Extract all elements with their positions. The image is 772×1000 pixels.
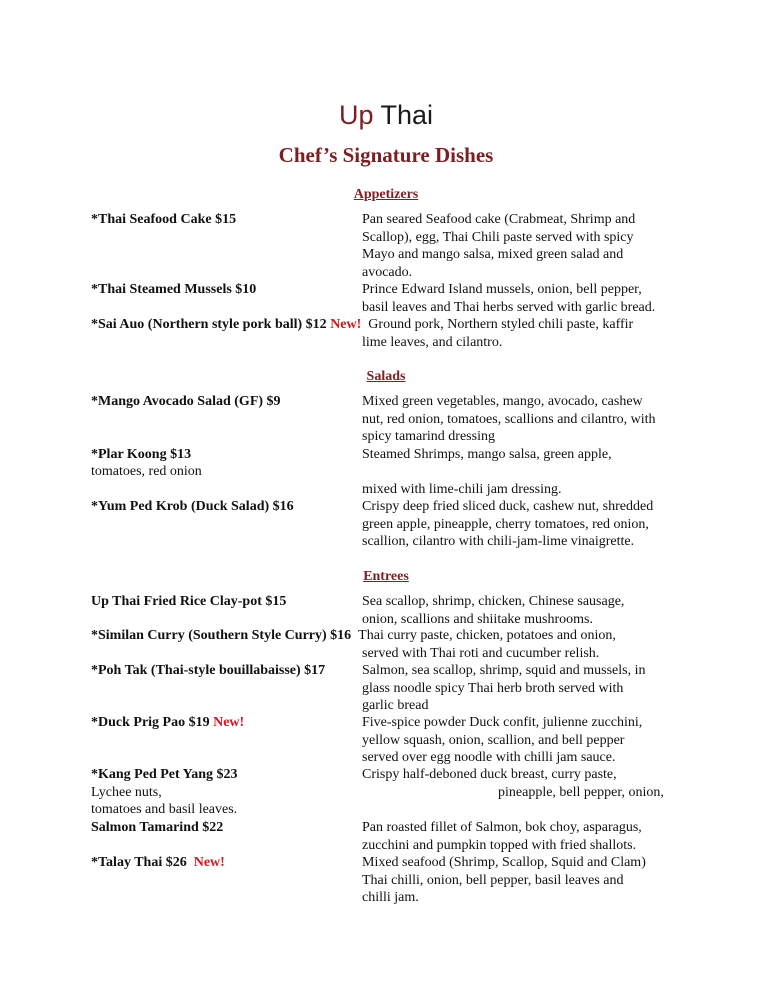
- dish-name-similan-curry: *Similan Curry (Southern Style Curry) $16: [91, 628, 352, 643]
- new-badge: New!: [213, 715, 245, 730]
- dish-desc-line: basil leaves and Thai herbs served with garlic bread.: [362, 299, 656, 315]
- dish-desc-line: mixed with lime-chili jam dressing.: [362, 482, 562, 497]
- dish-desc-line: tomatoes and basil leaves.: [91, 802, 238, 817]
- dish-row-sai-auo: [91, 316, 633, 334]
- dish-name-thai-seafood-cake: *Thai Seafood Cake $15: [91, 212, 237, 227]
- dish-desc-line: lime leaves, and cilantro.: [362, 334, 503, 350]
- dish-name-thai-steamed-mussels: *Thai Steamed Mussels $10: [91, 282, 257, 297]
- dish-desc-line: Pan seared Seafood cake (Crabmeat, Shrimp and: [362, 212, 636, 227]
- dish-desc-line: tomatoes, red onion: [91, 464, 202, 479]
- dish-name-salmon-tamarind: Salmon Tamarind $22: [91, 820, 224, 835]
- dish-desc-line: Mayo and mango salsa, mixed green salad and: [362, 247, 624, 262]
- dish-desc-line: Thai curry paste, chicken, potatoes and onion,: [358, 628, 616, 643]
- dish-desc-line: Salmon, sea scallop, shrimp, squid and mussels, in: [362, 663, 646, 678]
- dish-desc-line: green apple, pineapple, cherry tomatoes, red onion,: [362, 516, 649, 532]
- dish-name-mango-avocado-salad: *Mango Avocado Salad (GF) $9: [91, 394, 281, 409]
- dish-desc-line: served with Thai roti and cucumber relish.: [362, 645, 600, 661]
- menu-subtitle: Chef’s Signature Dishes: [278, 143, 494, 167]
- dish-desc-line: Crispy deep fried sliced duck, cashew nut, shredded: [362, 499, 654, 514]
- dish-desc-line: Mixed green vegetables, mango, avocado, cashew: [362, 394, 643, 409]
- dish-desc-line: zucchini and pumpkin topped with fried shallots.: [362, 837, 637, 853]
- dish-desc-line: onion, scallions and shiitake mushrooms.: [362, 611, 593, 627]
- dish-desc-line: nut, red onion, tomatoes, scallions and cilantro, with: [362, 411, 656, 427]
- new-badge: New!: [330, 317, 362, 332]
- dish-name-up-thai-fried-rice: Up Thai Fried Rice Clay-pot $15: [91, 594, 287, 609]
- dish-row-duck-prig-pao: [91, 714, 244, 732]
- new-badge: New!: [193, 855, 225, 870]
- dish-desc-line: glass noodle spicy Thai herb broth served with: [362, 680, 624, 696]
- dish-desc-line: yellow squash, onion, scallion, and bell pepper: [362, 732, 625, 748]
- dish-desc-line: Five-spice powder Duck confit, julienne zucchini,: [362, 715, 643, 730]
- dish-name-poh-tak: *Poh Tak (Thai-style bouillabaisse) $17: [91, 663, 326, 678]
- dish-desc-line: Crispy half-deboned duck breast, curry paste,: [362, 767, 617, 782]
- dish-desc-line: spicy tamarind dressing: [362, 429, 495, 444]
- dish-row-similan-curry: [91, 627, 616, 645]
- dish-desc-line: served over egg noodle with chilli jam sauce.: [362, 750, 616, 765]
- dish-desc-line: Sea scallop, shrimp, chicken, Chinese sausage,: [362, 594, 625, 609]
- dish-name-kang-ped-pet-yang: *Kang Ped Pet Yang $23: [91, 767, 238, 782]
- dish-desc-line: avocado.: [362, 264, 413, 280]
- dish-name-sai-auo: *Sai Auo (Northern style pork ball) $12: [91, 317, 327, 332]
- dish-desc-line: garlic bread: [362, 698, 429, 713]
- dish-desc-line: Prince Edward Island mussels, onion, bell pepper,: [362, 282, 642, 297]
- dish-name-talay-thai: *Talay Thai $26: [91, 855, 187, 870]
- dish-name-duck-prig-pao: *Duck Prig Pao $19: [91, 715, 210, 730]
- dish-desc-line: Scallop), egg, Thai Chili paste served with spicy: [362, 229, 634, 245]
- dish-name-plar-koong: *Plar Koong $13: [91, 447, 192, 462]
- section-heading-salads: Salads: [366, 369, 406, 384]
- restaurant-title-up: Up: [338, 100, 374, 130]
- dish-desc-line: pineapple, bell pepper, onion,: [498, 784, 664, 800]
- section-heading-appetizers: Appetizers: [353, 187, 419, 202]
- restaurant-title-thai: Thai: [380, 100, 434, 130]
- section-heading-entrees: Entrees: [363, 569, 409, 584]
- dish-desc-line: scallion, cilantro with chili-jam-lime vinaigrette.: [362, 534, 635, 549]
- dish-desc-line: Ground pork, Northern styled chili paste, kaffir: [368, 317, 634, 332]
- restaurant-title: [0, 97, 772, 133]
- dish-desc-line: Steamed Shrimps, mango salsa, green apple,: [362, 447, 612, 462]
- dish-row-talay-thai: [91, 854, 225, 872]
- dish-desc-line: Pan roasted fillet of Salmon, bok choy, asparagus,: [362, 820, 642, 835]
- dish-name-yum-ped-krob: *Yum Ped Krob (Duck Salad) $16: [91, 499, 294, 514]
- dish-desc-line: Lychee nuts,: [91, 784, 162, 800]
- dish-desc-line: chilli jam.: [362, 890, 419, 905]
- dish-desc-line: Thai chilli, onion, bell pepper, basil leaves and: [362, 872, 624, 888]
- dish-desc-line: Mixed seafood (Shrimp, Scallop, Squid and Clam): [362, 855, 646, 870]
